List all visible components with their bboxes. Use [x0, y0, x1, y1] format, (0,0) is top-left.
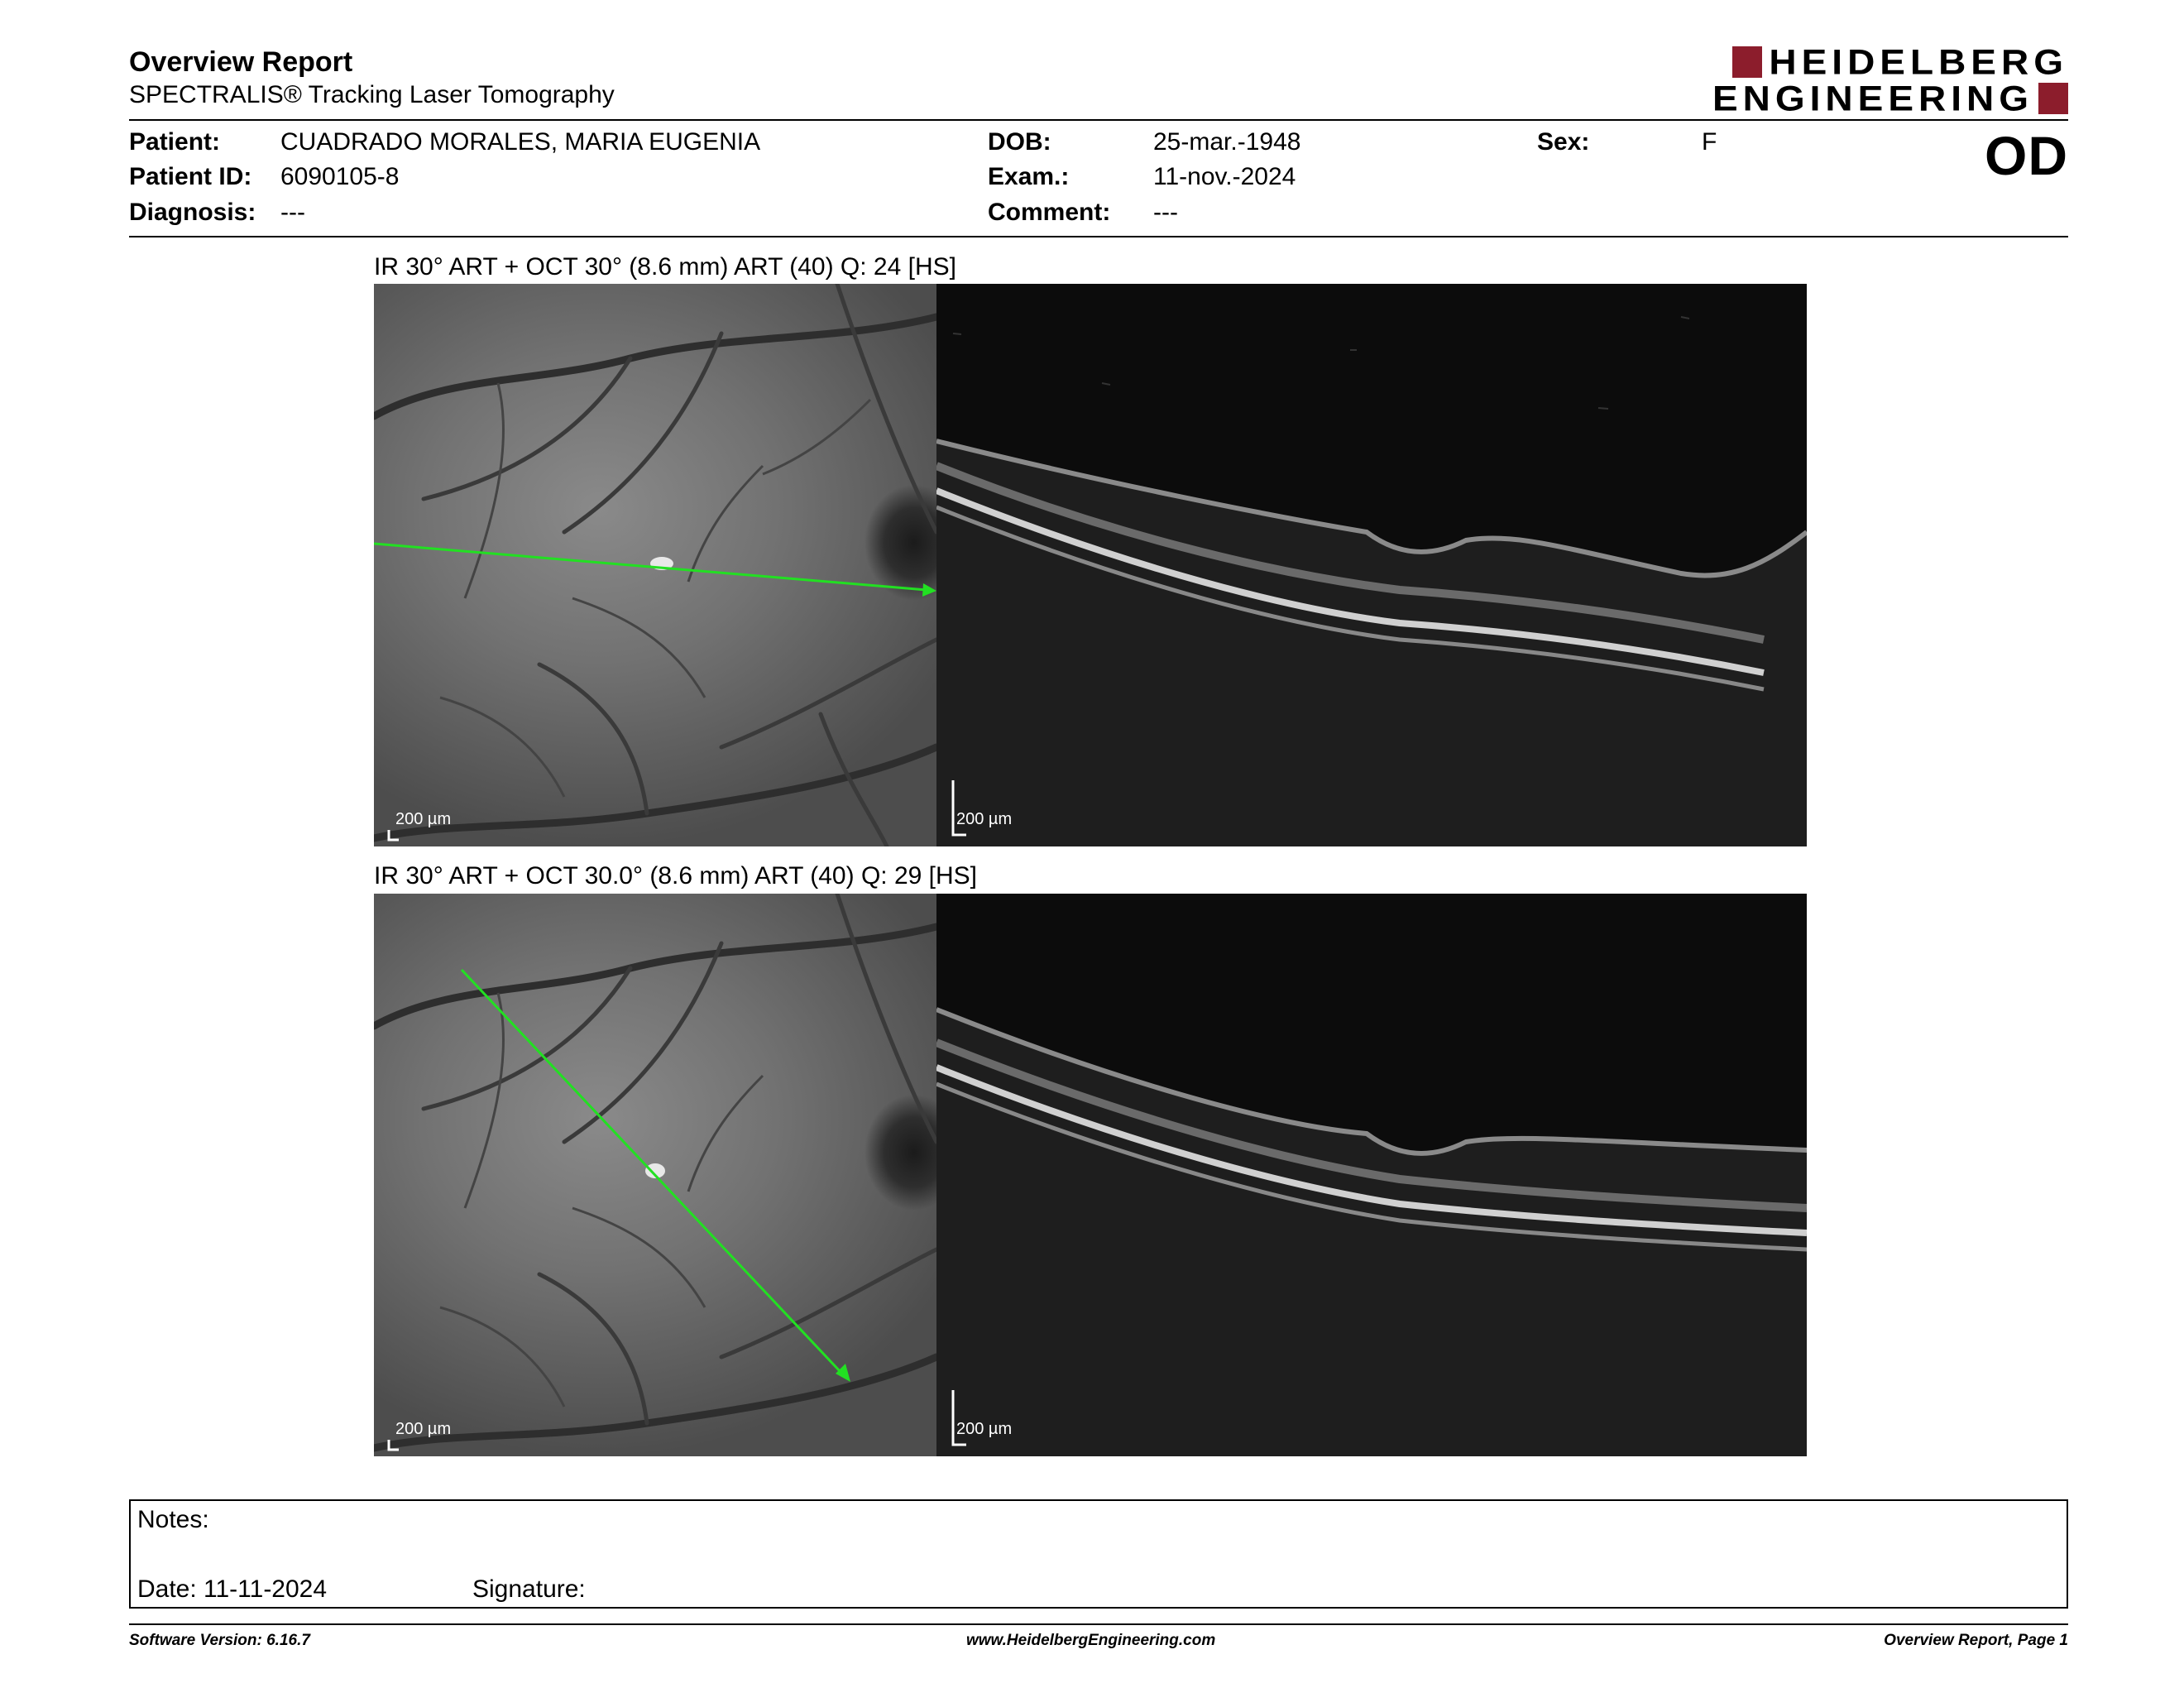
footer-website: www.HeidelbergEngineering.com: [966, 1632, 1216, 1649]
info-divider: [129, 236, 2068, 237]
patient-label: Patient:: [129, 128, 221, 156]
logo-square-icon: [2038, 83, 2068, 114]
scan-2-fundus-scale: 200 µm: [395, 1420, 452, 1438]
scan-1-arrowhead-icon: [922, 583, 936, 597]
scan-2-oct-scale: 200 µm: [956, 1420, 1013, 1438]
sex-value: F: [1702, 128, 1717, 156]
footer-software-version: Software Version: 6.16.7: [129, 1632, 310, 1649]
scan-1-fundus-image[interactable]: [374, 284, 936, 846]
footer-divider: [129, 1623, 2068, 1625]
comment-value: ---: [1153, 199, 1178, 226]
footer-page: Overview Report, Page 1: [1884, 1632, 2068, 1649]
scan-2-oct-image[interactable]: [936, 894, 1807, 1456]
report-title: Overview Report: [129, 46, 353, 78]
logo-line-1: HEIDELBERG: [1769, 42, 2068, 82]
scan-1-oct-image[interactable]: [936, 284, 1807, 846]
exam-label: Exam.:: [988, 163, 1070, 190]
dob-value: 25-mar.-1948: [1153, 128, 1301, 156]
scan-1-title: IR 30° ART + OCT 30° (8.6 mm) ART (40) Q: 24 [HS]: [374, 253, 956, 281]
scan-1-scan-line: [374, 544, 927, 590]
diagnosis-value: ---: [280, 199, 305, 226]
scan-2-vessels: [374, 894, 936, 1456]
patient-id-label: Patient ID:: [129, 163, 252, 190]
sex-label: Sex:: [1537, 128, 1590, 156]
signature-label: Signature:: [472, 1575, 586, 1603]
patient-id-value: 6090105-8: [280, 163, 400, 190]
scan-2-scan-line: [462, 970, 841, 1372]
scan-2-fundus-image[interactable]: [374, 894, 936, 1456]
scan-1-vessels: [374, 284, 936, 846]
diagnosis-label: Diagnosis:: [129, 199, 256, 226]
scan-1-oct-scale: 200 µm: [956, 810, 1013, 828]
logo-square-icon: [1732, 46, 1762, 78]
eye-indicator: OD: [1985, 125, 2068, 186]
comment-label: Comment:: [988, 199, 1111, 226]
scan-2-title: IR 30° ART + OCT 30.0° (8.6 mm) ART (40) Q: 29 [HS]: [374, 862, 977, 890]
scan-2-arrowhead-icon: [836, 1364, 850, 1382]
scan-1-retina-layers: [936, 284, 1807, 846]
report-subtitle: SPECTRALIS® Tracking Laser Tomography: [129, 81, 615, 108]
header-divider: [129, 119, 2068, 121]
scan-2-retina-layers: [936, 894, 1807, 1456]
notes-box[interactable]: [129, 1499, 2068, 1609]
dob-label: DOB:: [988, 128, 1051, 156]
logo-line-2: ENGINEERING: [1712, 79, 2033, 118]
exam-value: 11-nov.-2024: [1153, 163, 1296, 190]
patient-name: CUADRADO MORALES, MARIA EUGENIA: [280, 128, 761, 156]
date-label: Date: 11-11-2024: [137, 1575, 328, 1603]
scan-1-fundus-scale: 200 µm: [395, 810, 452, 828]
notes-label: Notes:: [137, 1506, 209, 1533]
